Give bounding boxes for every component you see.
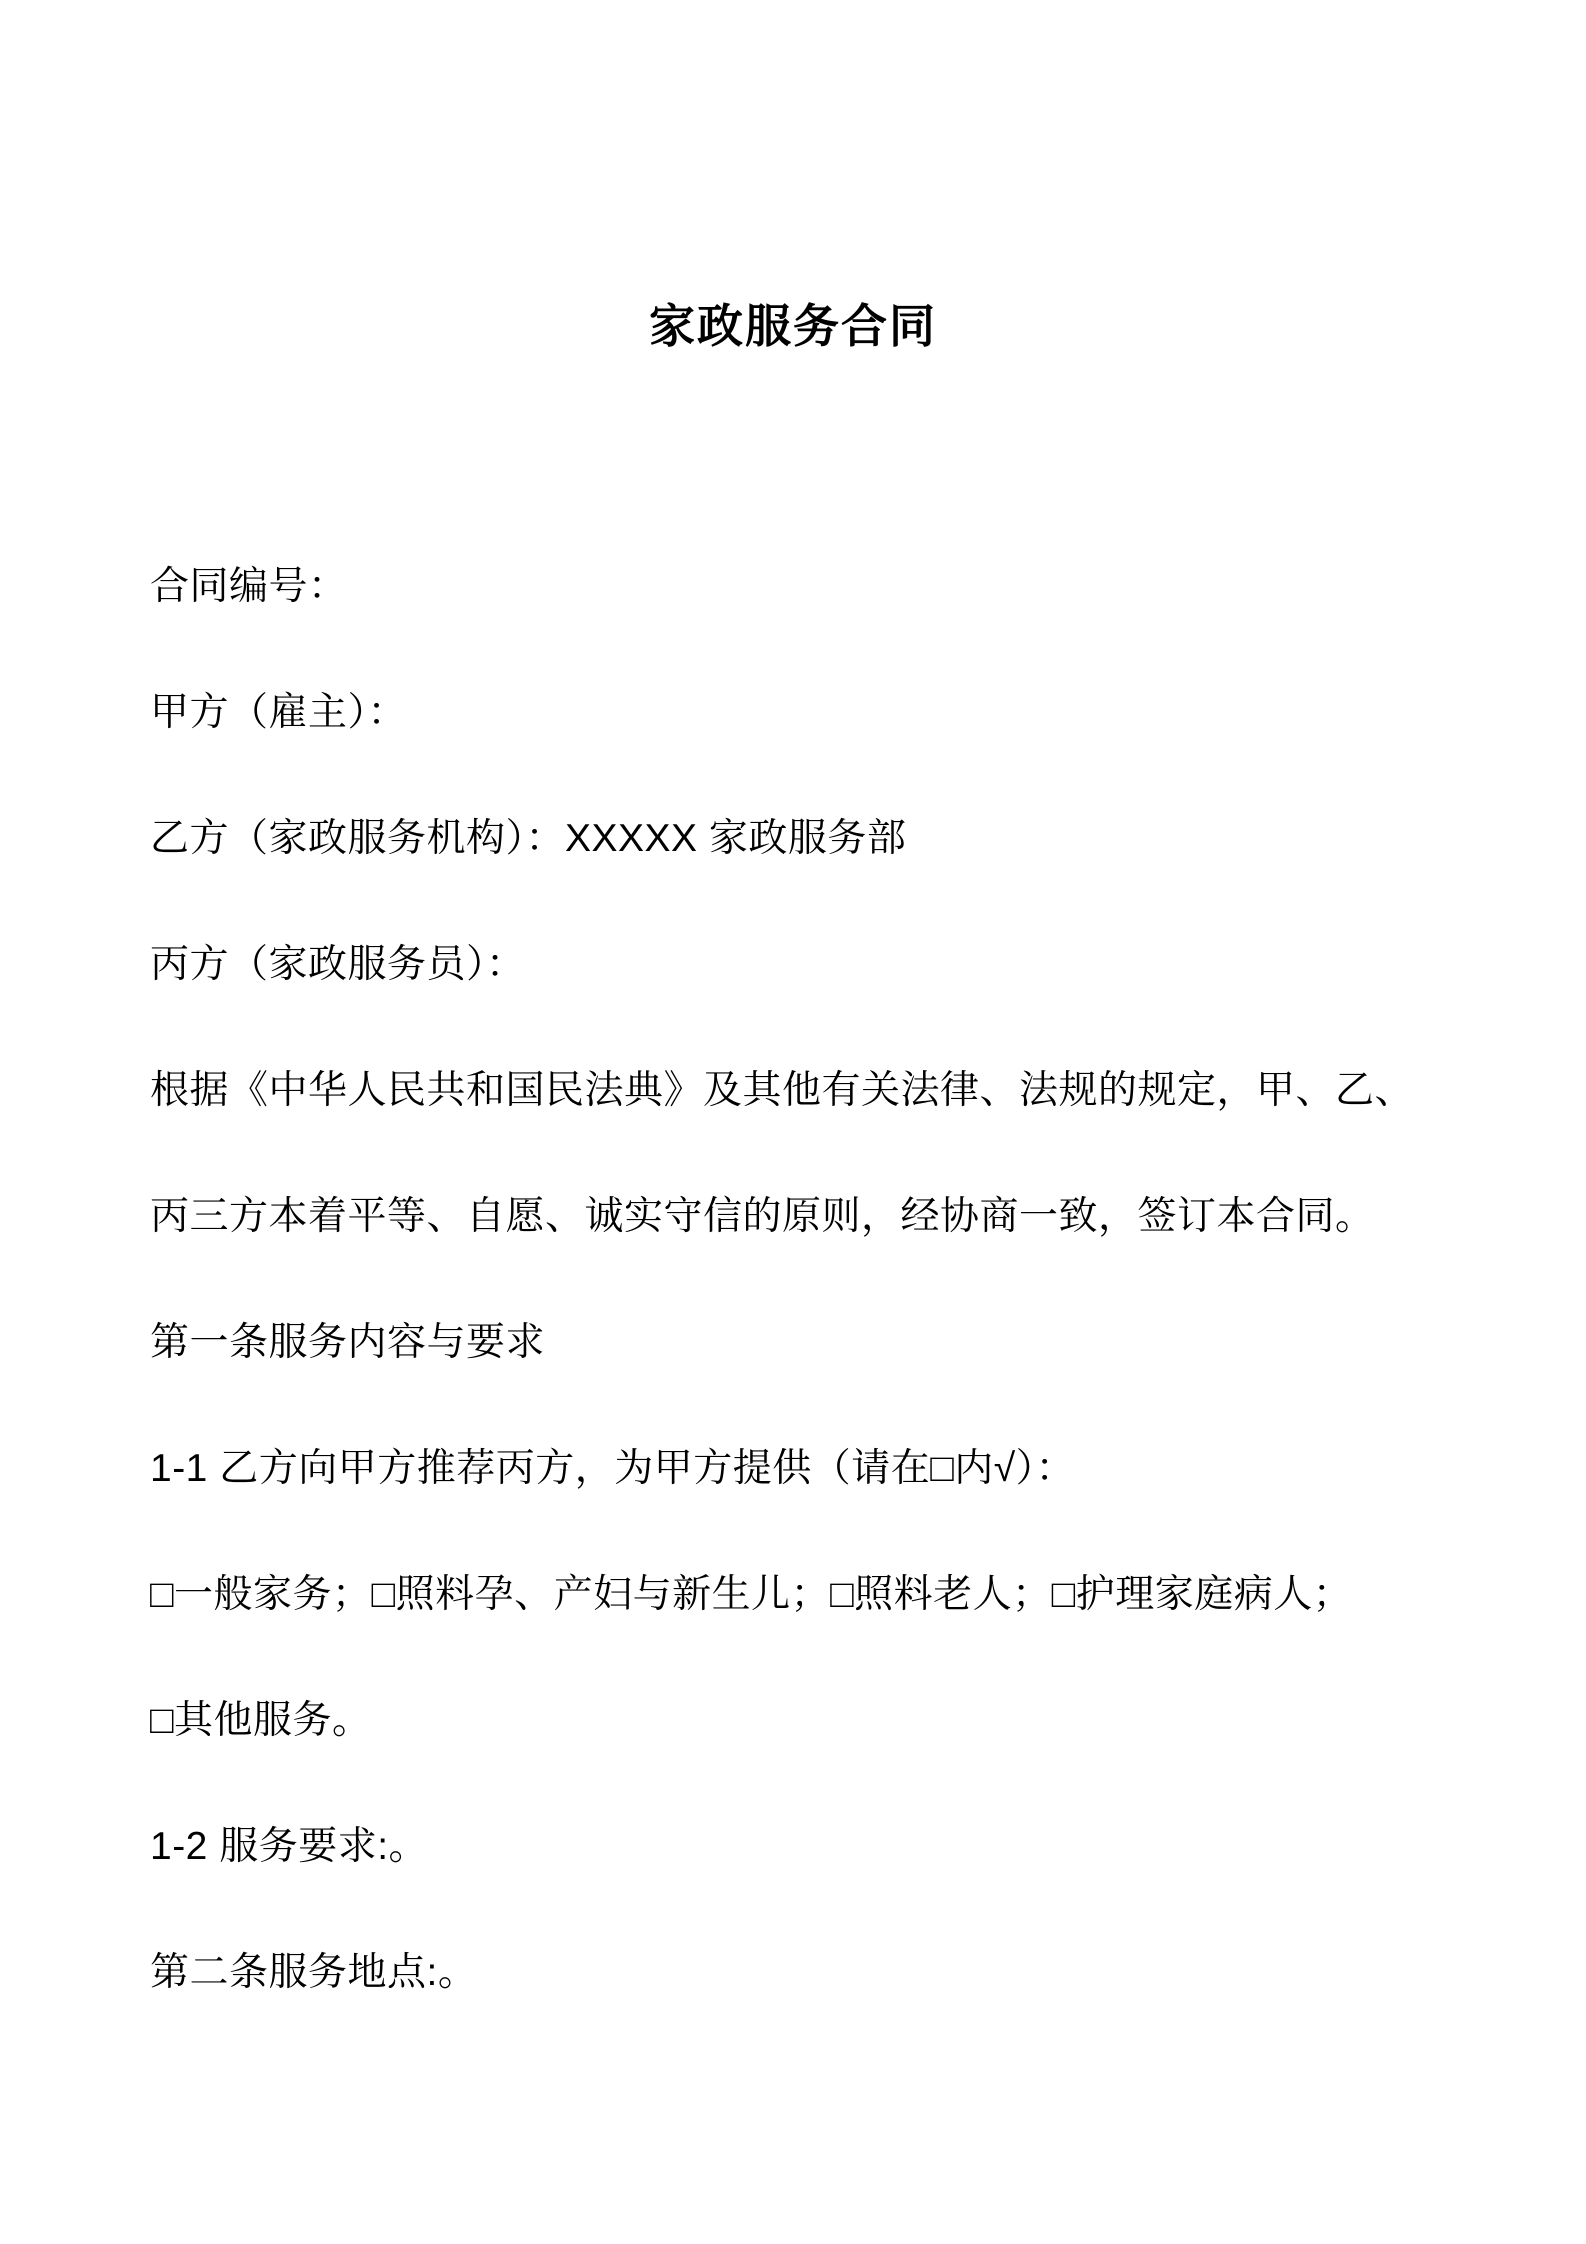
service-options-line-1: □一般家务；□照料孕、产妇与新生儿；□照料老人；□护理家庭病人； (150, 1573, 1353, 1616)
document-body (150, 524, 1486, 2036)
clause-1-1-line: 1-1 乙方向甲方推荐丙方，为甲方提供（请在□内√）： (150, 1447, 1076, 1490)
document-title: 家政服务合同 (649, 300, 937, 352)
service-options-line-2: □其他服务。 (150, 1699, 372, 1742)
party-b-agency-line: 乙方（家政服务机构）：XXXXX 家政服务部 (150, 817, 907, 860)
clause-1-heading: 第一条服务内容与要求 (150, 1321, 546, 1364)
preamble-line-2: 丙三方本着平等、自愿、诚实守信的原则，经协商一致，签订本合同。 (150, 1195, 1375, 1238)
party-c-worker-line: 丙方（家政服务员）： (150, 943, 526, 986)
clause-1-2-line: 1-2 服务要求:。 (150, 1825, 429, 1868)
contract-number-line: 合同编号： (150, 565, 348, 608)
preamble-line-1: 根据《中华人民共和国民法典》及其他有关法律、法规的规定，甲、乙、 (150, 1069, 1415, 1112)
clause-2-heading: 第二条服务地点:。 (150, 1951, 478, 1994)
party-a-employer-line: 甲方（雇主）： (150, 691, 408, 734)
